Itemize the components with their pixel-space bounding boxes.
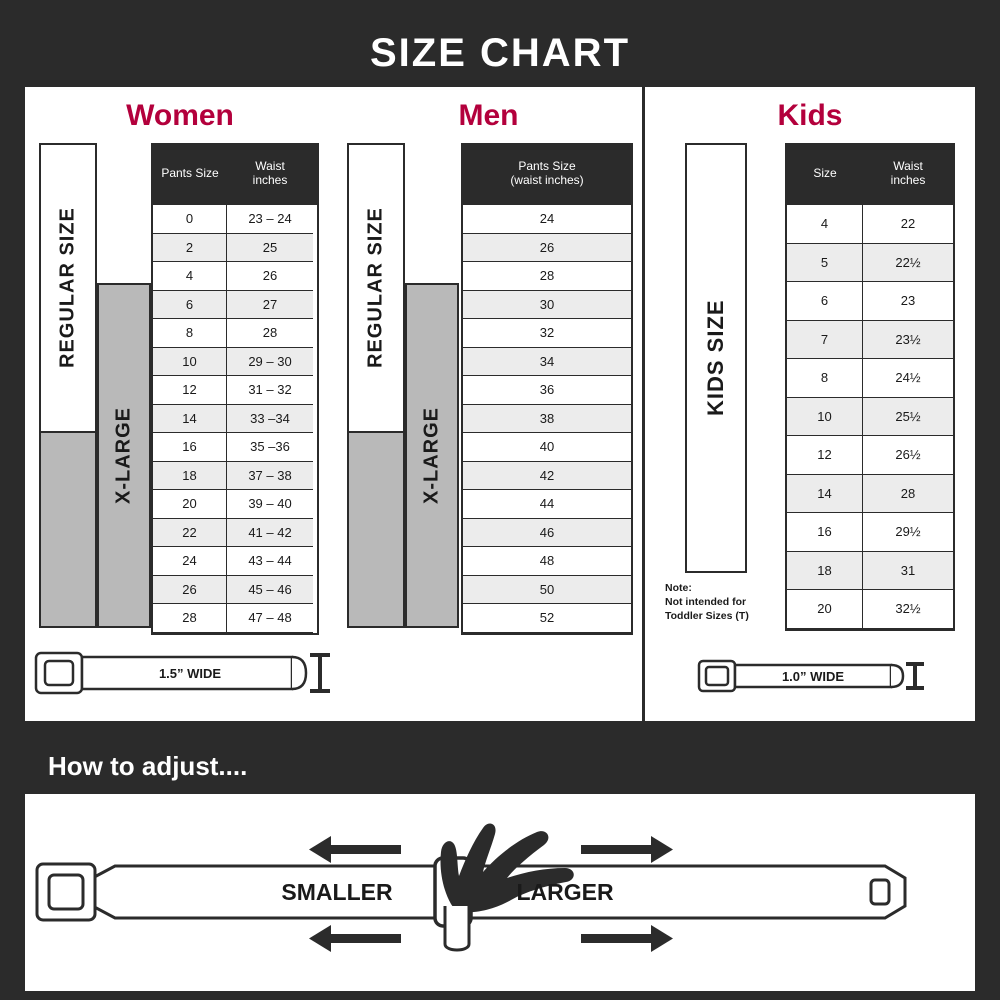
belt-10-svg [695,643,925,707]
women-row [153,604,317,633]
arrow-right-upper-icon [581,836,673,863]
women-cell: 39 – 40 [227,490,313,519]
kids-row [787,244,953,283]
kids-table-header [785,143,955,205]
how-to-adjust-bar [22,738,978,794]
women-cell: 25 [227,234,313,263]
men-cell: 52 [463,604,631,633]
women-row [153,405,317,434]
women-cell: 47 – 48 [227,604,313,633]
kids-cell: 23 [863,282,953,321]
women-header-waist-line1: Waist [255,159,285,174]
women-cell: 28 [227,319,313,348]
women-table-body [151,205,319,635]
page-title: SIZE CHART [370,30,630,75]
kids-cell: 28 [863,475,953,514]
women-cell: 2 [153,234,227,263]
women-row [153,291,317,320]
kids-row [787,321,953,360]
how-to-adjust-panel [22,794,978,994]
kids-row [787,475,953,514]
belt-adjust-diagram [25,794,975,988]
kids-row [787,590,953,629]
kids-band-kids-size: KIDS SIZE [685,143,747,573]
arrow-left-upper-icon [309,836,401,863]
women-cell: 10 [153,348,227,377]
women-cell: 12 [153,376,227,405]
women-cell: 26 [227,262,313,291]
women-cell: 26 [153,576,227,605]
men-band-xlarge: X-LARGE [405,283,459,628]
men-cell: 26 [463,234,631,263]
women-row [153,205,317,234]
kids-cell: 5 [787,244,863,283]
men-table-header [461,143,633,205]
women-row [153,319,317,348]
kids-cell: 22 [863,205,953,244]
kids-cell: 7 [787,321,863,360]
women-cell: 29 – 30 [227,348,313,377]
arrow-left-lower-icon [309,925,401,952]
women-row [153,433,317,462]
kids-cell: 6 [787,282,863,321]
kids-row [787,513,953,552]
column-men [335,87,645,721]
belt-15-svg [30,637,330,707]
women-row [153,519,317,548]
women-cell: 33 –34 [227,405,313,434]
women-cell: 16 [153,433,227,462]
kids-row [787,552,953,591]
women-cell: 45 – 46 [227,576,313,605]
kids-header-waist-line1: Waist [893,159,923,174]
kids-row [787,359,953,398]
women-cell: 22 [153,519,227,548]
kids-cell: 14 [787,475,863,514]
kids-cell: 23½ [863,321,953,360]
kids-cell: 29½ [863,513,953,552]
men-cell: 32 [463,319,631,348]
kids-table-body [785,205,955,631]
kids-row [787,205,953,244]
men-header-line2: (waist inches) [510,173,584,187]
men-row [463,291,631,320]
men-cell: 30 [463,291,631,320]
kids-cell: 22½ [863,244,953,283]
men-row [463,433,631,462]
smaller-label: SMALLER [281,879,393,905]
kids-cell: 25½ [863,398,953,437]
column-heading-women: Women [126,99,234,132]
kids-size-table [655,143,955,631]
women-belt-width-diagram [25,637,335,707]
men-cell: 42 [463,462,631,491]
women-cell: 6 [153,291,227,320]
men-row [463,348,631,377]
kids-cell: 8 [787,359,863,398]
women-row [153,234,317,263]
kids-row [787,436,953,475]
men-row [463,604,631,633]
women-row [153,348,317,377]
men-row [463,319,631,348]
women-row [153,262,317,291]
women-table-header [151,143,319,205]
men-xlarge-background [347,433,405,628]
women-cell: 4 [153,262,227,291]
men-row [463,490,631,519]
women-xlarge-background [39,433,97,628]
women-cell: 20 [153,490,227,519]
men-row [463,519,631,548]
larger-label: LARGER [516,879,614,905]
women-header-waist-line2: inches [252,173,288,187]
women-cell: 14 [153,405,227,434]
men-cell: 50 [463,576,631,605]
women-size-bands [39,143,151,635]
women-header-pants-size-label: Pants Size [161,166,219,181]
men-size-table [347,143,635,635]
women-row [153,576,317,605]
size-tables-panel [22,84,978,724]
men-row [463,234,631,263]
kids-cell: 20 [787,590,863,629]
men-cell: 24 [463,205,631,234]
kids-note-line2: Not intended for [665,596,747,609]
kids-note-line3: Toddler Sizes (T) [665,610,749,623]
women-cell: 37 – 38 [227,462,313,491]
men-size-bands [347,143,461,635]
kids-cell: 12 [787,436,863,475]
women-cell: 35 –36 [227,433,313,462]
women-cell: 18 [153,462,227,491]
kids-cell: 32½ [863,590,953,629]
men-cell: 46 [463,519,631,548]
kids-cell: 4 [787,205,863,244]
women-cell: 24 [153,547,227,576]
column-women [25,87,335,721]
kids-cell: 16 [787,513,863,552]
kids-note [665,581,795,624]
women-cell: 28 [153,604,227,633]
kids-cell: 26½ [863,436,953,475]
men-header-pants-size [463,160,631,188]
men-row [463,576,631,605]
kids-cell: 24½ [863,359,953,398]
men-row [463,547,631,576]
men-table-grid [461,143,633,635]
women-cell: 41 – 42 [227,519,313,548]
column-kids [645,87,975,721]
kids-cell: 18 [787,552,863,591]
men-header-line1: Pants Size [518,159,576,174]
men-cell: 44 [463,490,631,519]
kids-cell: 31 [863,552,953,591]
arrow-right-lower-icon [581,925,673,952]
kids-belt-width-label: 1.0” WIDE [781,669,845,684]
kids-cell: 10 [787,398,863,437]
kids-note-line1: Note: [665,582,692,594]
kids-header-waist-line2: inches [890,173,926,187]
women-cell: 0 [153,205,227,234]
men-cell: 38 [463,405,631,434]
women-row [153,462,317,491]
women-cell: 23 – 24 [227,205,313,234]
men-row [463,462,631,491]
women-table-grid [151,143,319,635]
men-cell: 28 [463,262,631,291]
men-cell: 40 [463,433,631,462]
women-header-waist [227,160,313,188]
men-band-regular-size: REGULAR SIZE [347,143,405,433]
women-band-regular-size: REGULAR SIZE [39,143,97,433]
women-cell: 8 [153,319,227,348]
page-title-bar [22,22,978,84]
men-row [463,376,631,405]
men-table-body [461,205,633,635]
women-row [153,547,317,576]
kids-belt-width-diagram [645,643,975,707]
women-cell: 27 [227,291,313,320]
women-size-table [39,143,319,635]
men-cell: 34 [463,348,631,377]
kids-row [787,282,953,321]
women-row [153,490,317,519]
kids-header-size-label: Size [813,166,837,181]
men-row [463,205,631,234]
men-row [463,405,631,434]
kids-row [787,398,953,437]
women-row [153,376,317,405]
how-to-adjust-heading: How to adjust.... [48,750,248,781]
column-heading-kids: Kids [777,99,843,132]
women-cell: 43 – 44 [227,547,313,576]
kids-header-size [787,167,863,181]
men-cell: 36 [463,376,631,405]
men-row [463,262,631,291]
kids-table-grid [785,143,955,631]
column-heading-men: Men [458,99,519,132]
kids-header-waist [863,160,953,188]
women-belt-width-label: 1.5” WIDE [158,666,222,681]
women-header-pants-size [153,167,227,181]
kids-size-bands [655,143,785,631]
men-cell: 48 [463,547,631,576]
women-cell: 31 – 32 [227,376,313,405]
women-band-xlarge: X-LARGE [97,283,151,628]
